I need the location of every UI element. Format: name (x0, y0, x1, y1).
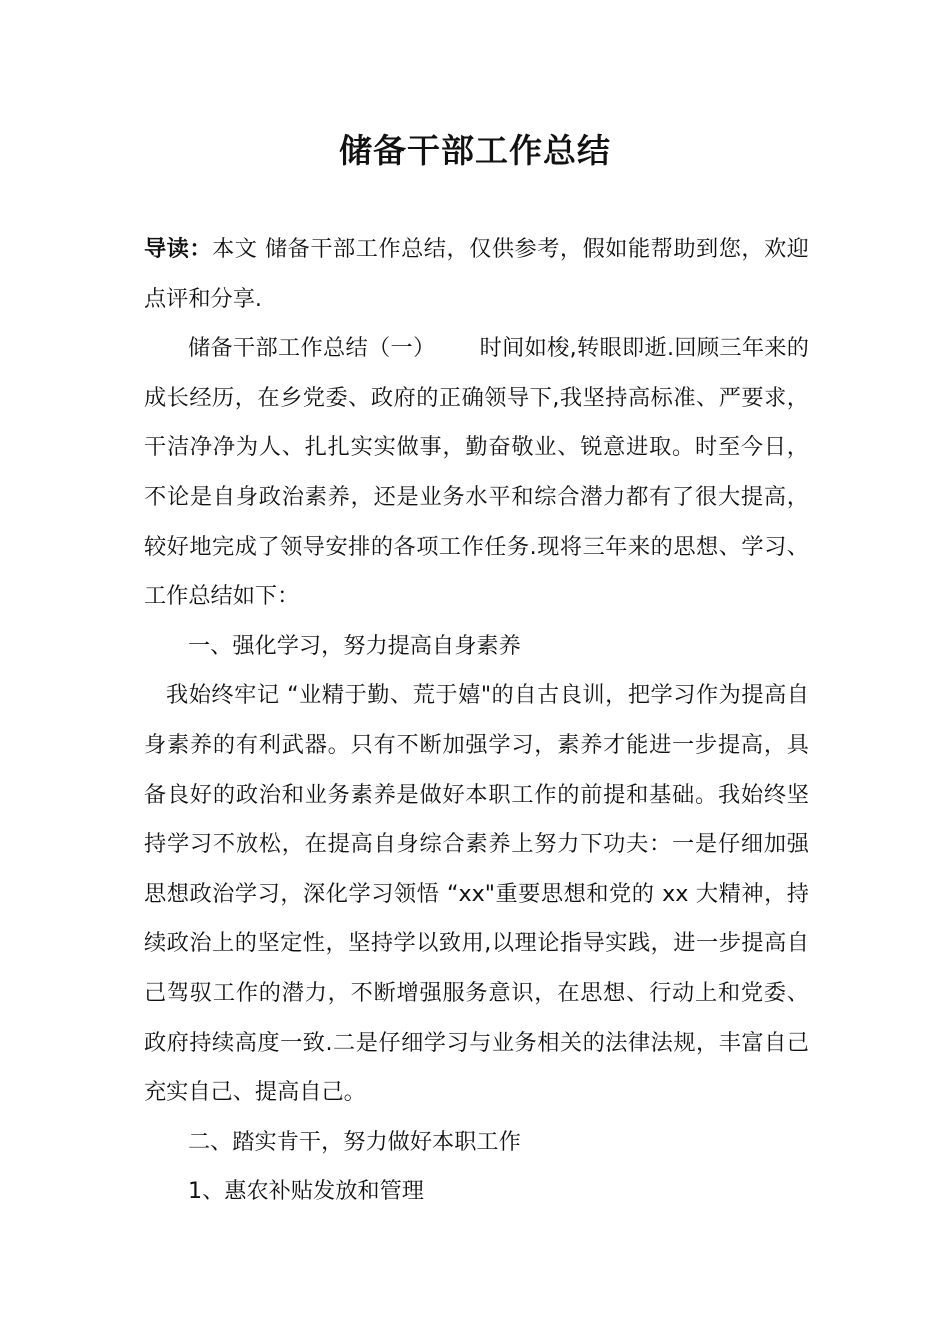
body-paragraph-intro: 储备干部工作总结（一） 时间如梭,转眼即逝.回顾三年来的成长经历，在乡党委、政府的正确领导下,我坚持高标准、严要求，干洁净净为人、扎扎实实做事，勤奋敬业、锐意进取。时至今日，不论是自身政治素养，还是业务水平和综合潜力都有了很大提高，较好地完成了领导安排的各项工作任务.现将三年来的思想、学习、工作总结如下： (144, 335, 809, 610)
body-paragraph-study: 我始终牢记 “业精于勤、荒于嬉"的自古良训，把学习作为提高自身素养的有利武器。只有不断加强学习，素养才能进一步提高，具备良好的政治和业务素养是做好本职工作的前提和基础。我始终坚持学习不放松，在提高自身综合素养上努力下功夫：一是仔细加强思想政治学习，深化学习领悟 “xx"重要思想和党的 xx 大精神，持续政治上的坚定性，坚持学以致用,以理论指导实践，进一步提高自己驾驭工作的潜力，不断增强服务意识，在思想、行动上和党委、政府持续高度一致.二是仔细学习与业务相关的法律法规，丰富自己充实自己、提高自己。 (144, 682, 809, 1106)
lead-label: 导读： (144, 236, 213, 262)
section-heading-1: 一、强化学习，努力提高自身素养 (188, 632, 521, 659)
subsection-heading-1: 1、惠农补贴发放和管理 (188, 1178, 424, 1205)
document-body (144, 225, 809, 1217)
lead-paragraph (144, 225, 809, 324)
page-title: 储备干部工作总结 (339, 131, 611, 170)
lead-text: 本文 储备干部工作总结，仅供参考，假如能帮助到您，欢迎点评和分享. (144, 236, 809, 312)
section-heading-2: 二、踏实肯干，努力做好本职工作 (188, 1128, 521, 1155)
